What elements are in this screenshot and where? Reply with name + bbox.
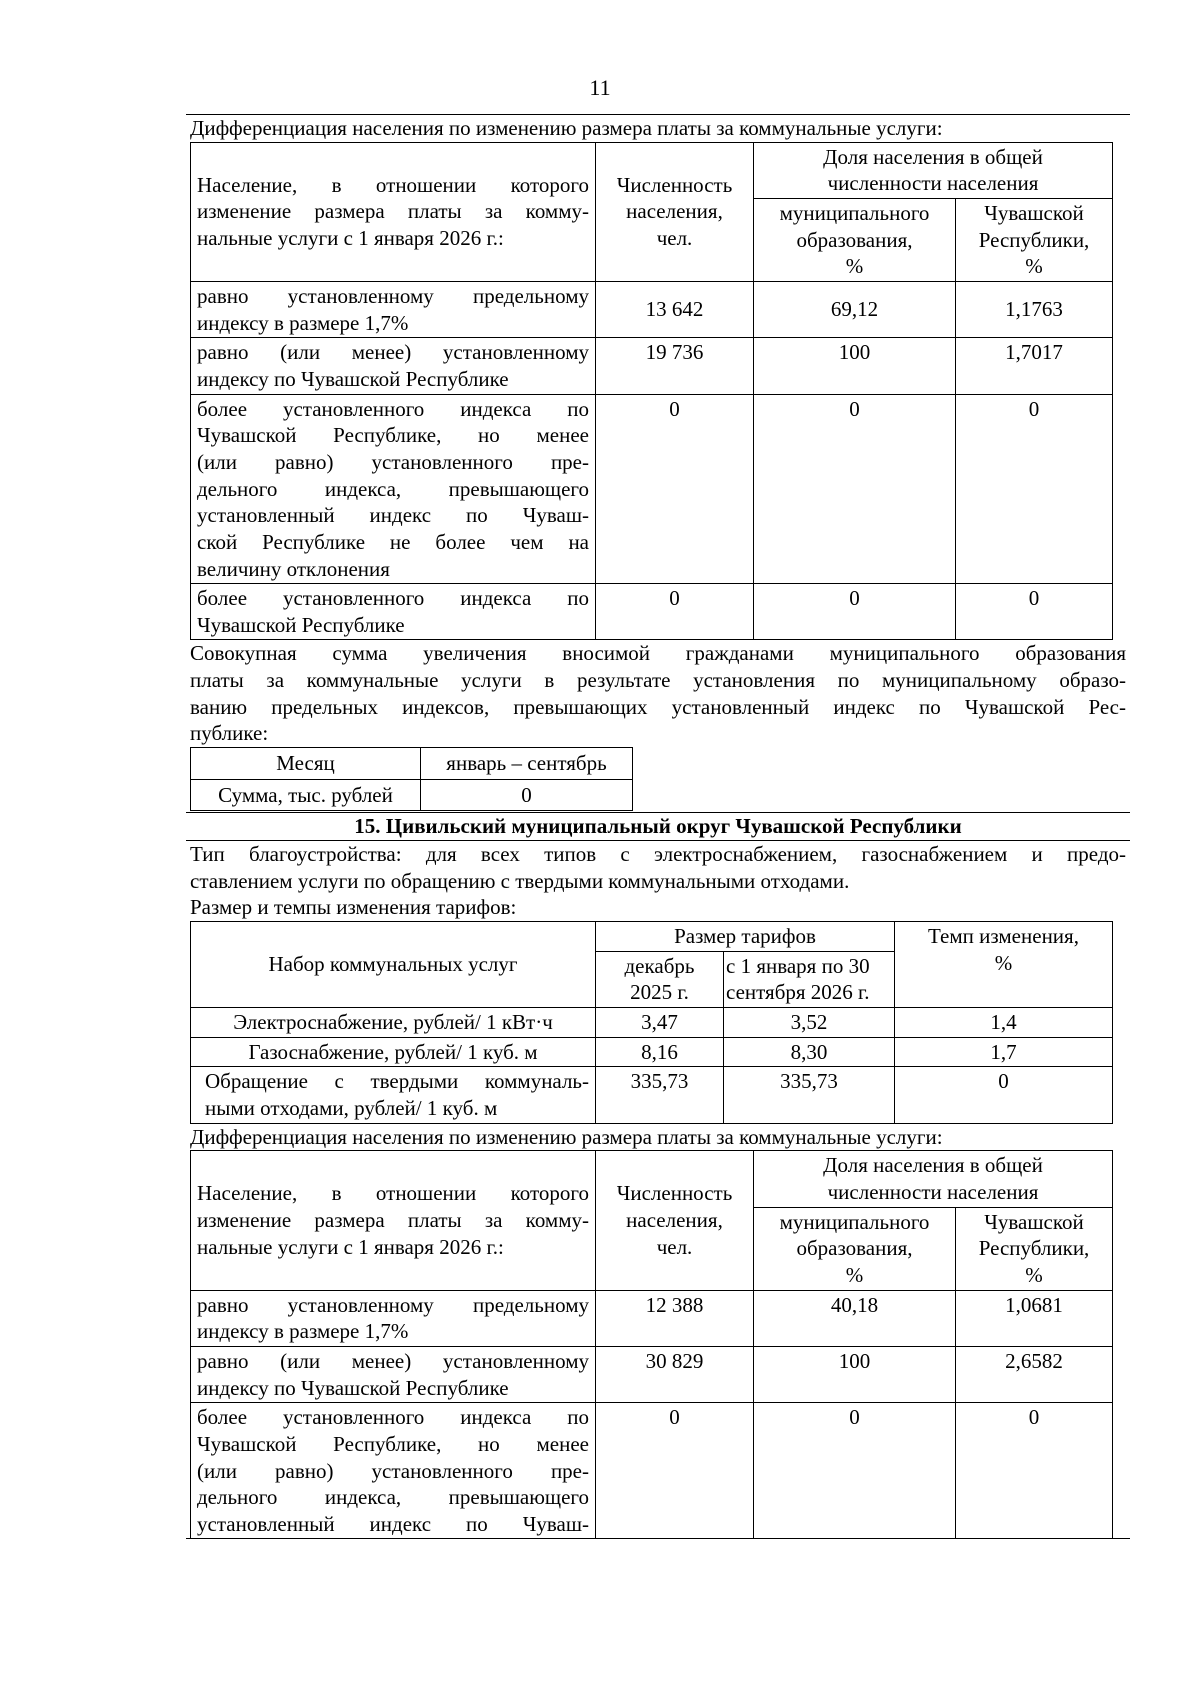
diff-title-1: Дифференциация населения по изменению размера платы за коммунальные услуги: bbox=[190, 116, 943, 140]
table-row bbox=[191, 394, 1113, 584]
diff-table-1 bbox=[190, 142, 1113, 641]
row-label: равно установленному предельному индексу в размере 1,7% bbox=[191, 1290, 596, 1346]
header-tariff-size: Размер тарифов bbox=[596, 922, 895, 952]
total-sum-paragraph: Совокупная сумма увеличения вносимой гражданами муниципального образования платы за коммунальные услуги в результате установления по муниципальному образо- ванию предельных индексов, превышающих установленный индекс по Чувашской Рес- публике: bbox=[190, 641, 1126, 746]
header-count: Численность населения, чел. bbox=[596, 142, 754, 281]
table-row bbox=[191, 1403, 1113, 1539]
tariff-rate: 1,7 bbox=[895, 1037, 1113, 1067]
tariff-dec: 8,16 bbox=[596, 1037, 724, 1067]
row-share-mun: 100 bbox=[754, 338, 956, 394]
page-content bbox=[190, 114, 1126, 1539]
row-label: равно установленному предельному индексу в размере 1,7% bbox=[191, 281, 596, 337]
header-population: Население, в отношении которого изменение размера платы за комму- нальные услуги с 1 января 2026 г.: bbox=[191, 1151, 596, 1290]
header-count: Численность населения, чел. bbox=[596, 1151, 754, 1290]
tariff-rate: 1,4 bbox=[895, 1008, 1113, 1038]
sum-amount-value: 0 bbox=[421, 779, 633, 811]
table-row bbox=[191, 1346, 1113, 1402]
row-share-mun: 40,18 bbox=[754, 1290, 956, 1346]
row-label: более установленного индекса по Чувашской Республике, но менее (или равно) установленного пре- дельного индекса, превышающего установленный индекс по Чуваш- ской Республике не более чем на величину отклонения bbox=[191, 394, 596, 584]
row-share-mun: 0 bbox=[754, 1403, 956, 1539]
row-share-mun: 100 bbox=[754, 1346, 956, 1402]
row-share-rep: 1,1763 bbox=[956, 281, 1113, 337]
tariff-rate: 0 bbox=[895, 1067, 1113, 1123]
row-count: 0 bbox=[596, 1403, 754, 1539]
row-share-rep: 1,0681 bbox=[956, 1290, 1113, 1346]
page-number: 11 bbox=[589, 75, 611, 100]
row-count: 12 388 bbox=[596, 1290, 754, 1346]
tariff-service: Обращение с твердыми коммуналь- ными отходами, рублей/ 1 куб. м bbox=[191, 1067, 596, 1123]
header-december: декабрь 2025 г. bbox=[596, 951, 724, 1007]
row-count: 0 bbox=[596, 394, 754, 584]
row-label: более установленного индекса по Чувашской Республике, но менее (или равно) установленного пре- дельного индекса, превышающего установленный индекс по Чуваш- bbox=[191, 1403, 596, 1539]
table-row bbox=[191, 338, 1113, 394]
header-share-rep: Чувашской Республики, % bbox=[956, 1207, 1113, 1290]
sum-amount-label: Сумма, тыс. рублей bbox=[191, 779, 421, 811]
row-label: более установленного индекса по Чувашской Республике bbox=[191, 584, 596, 640]
row-share-mun: 0 bbox=[754, 394, 956, 584]
header-share-rep: Чувашской Республики, % bbox=[956, 198, 1113, 281]
header-population: Население, в отношении которого изменение размера платы за комму- нальные услуги с 1 января 2026 г.: bbox=[191, 142, 596, 281]
header-share-mun: муниципального образования, % bbox=[754, 198, 956, 281]
row-label: равно (или менее) установленному индексу по Чувашской Республике bbox=[191, 1346, 596, 1402]
sum-month-value: январь – сентябрь bbox=[421, 748, 633, 780]
tariff-service: Электроснабжение, рублей/ 1 кВт·ч bbox=[191, 1008, 596, 1038]
tariff-jan: 8,30 bbox=[724, 1037, 895, 1067]
row-share-mun: 69,12 bbox=[754, 281, 956, 337]
section-rule-bottom bbox=[186, 840, 1130, 841]
tariff-dec: 3,47 bbox=[596, 1008, 724, 1038]
row-count: 13 642 bbox=[596, 281, 754, 337]
tariff-dec: 335,73 bbox=[596, 1067, 724, 1123]
table-row bbox=[191, 281, 1113, 337]
table-row bbox=[191, 1008, 1113, 1038]
bottom-rule bbox=[186, 1538, 1130, 1539]
row-count: 0 bbox=[596, 584, 754, 640]
improvement-paragraph: Тип благоустройства: для всех типов с электроснабжением, газоснабжением и предо- ставлением услуги по обращению с твердыми коммунальными отходами. bbox=[190, 842, 1126, 893]
row-share-rep: 0 bbox=[956, 394, 1113, 584]
section-heading: 15. Цивильский муниципальный округ Чувашской Республики bbox=[354, 814, 962, 839]
row-count: 19 736 bbox=[596, 338, 754, 394]
row-share-rep: 2,6582 bbox=[956, 1346, 1113, 1402]
tariff-jan: 3,52 bbox=[724, 1008, 895, 1038]
row-count: 30 829 bbox=[596, 1346, 754, 1402]
header-services: Набор коммунальных услуг bbox=[191, 922, 596, 1008]
table-row bbox=[191, 1290, 1113, 1346]
tariff-jan: 335,73 bbox=[724, 1067, 895, 1123]
table-row bbox=[191, 1037, 1113, 1067]
table-row bbox=[191, 584, 1113, 640]
table-row bbox=[191, 1067, 1113, 1123]
header-share: Доля населения в общей численности населения bbox=[754, 1151, 1113, 1207]
row-share-mun: 0 bbox=[754, 584, 956, 640]
tariffs-title: Размер и темпы изменения тарифов: bbox=[190, 895, 517, 920]
tariff-table bbox=[190, 921, 1113, 1124]
header-january: с 1 января по 30 сентября 2026 г. bbox=[724, 951, 895, 1007]
row-share-rep: 1,7017 bbox=[956, 338, 1113, 394]
sum-table bbox=[190, 747, 633, 811]
row-share-rep: 0 bbox=[956, 1403, 1113, 1539]
sum-month-label: Месяц bbox=[191, 748, 421, 780]
diff-title-2: Дифференциация населения по изменению размера платы за коммунальные услуги: bbox=[190, 1124, 943, 1149]
section-rule bbox=[186, 812, 1130, 813]
diff-table-2 bbox=[190, 1150, 1113, 1539]
header-rate: Темп изменения, % bbox=[895, 922, 1113, 1008]
top-rule bbox=[186, 114, 1130, 115]
tariff-service: Газоснабжение, рублей/ 1 куб. м bbox=[191, 1037, 596, 1067]
row-share-rep: 0 bbox=[956, 584, 1113, 640]
row-label: равно (или менее) установленному индексу по Чувашской Республике bbox=[191, 338, 596, 394]
header-share-mun: муниципального образования, % bbox=[754, 1207, 956, 1290]
header-share: Доля населения в общей численности населения bbox=[754, 142, 1113, 198]
